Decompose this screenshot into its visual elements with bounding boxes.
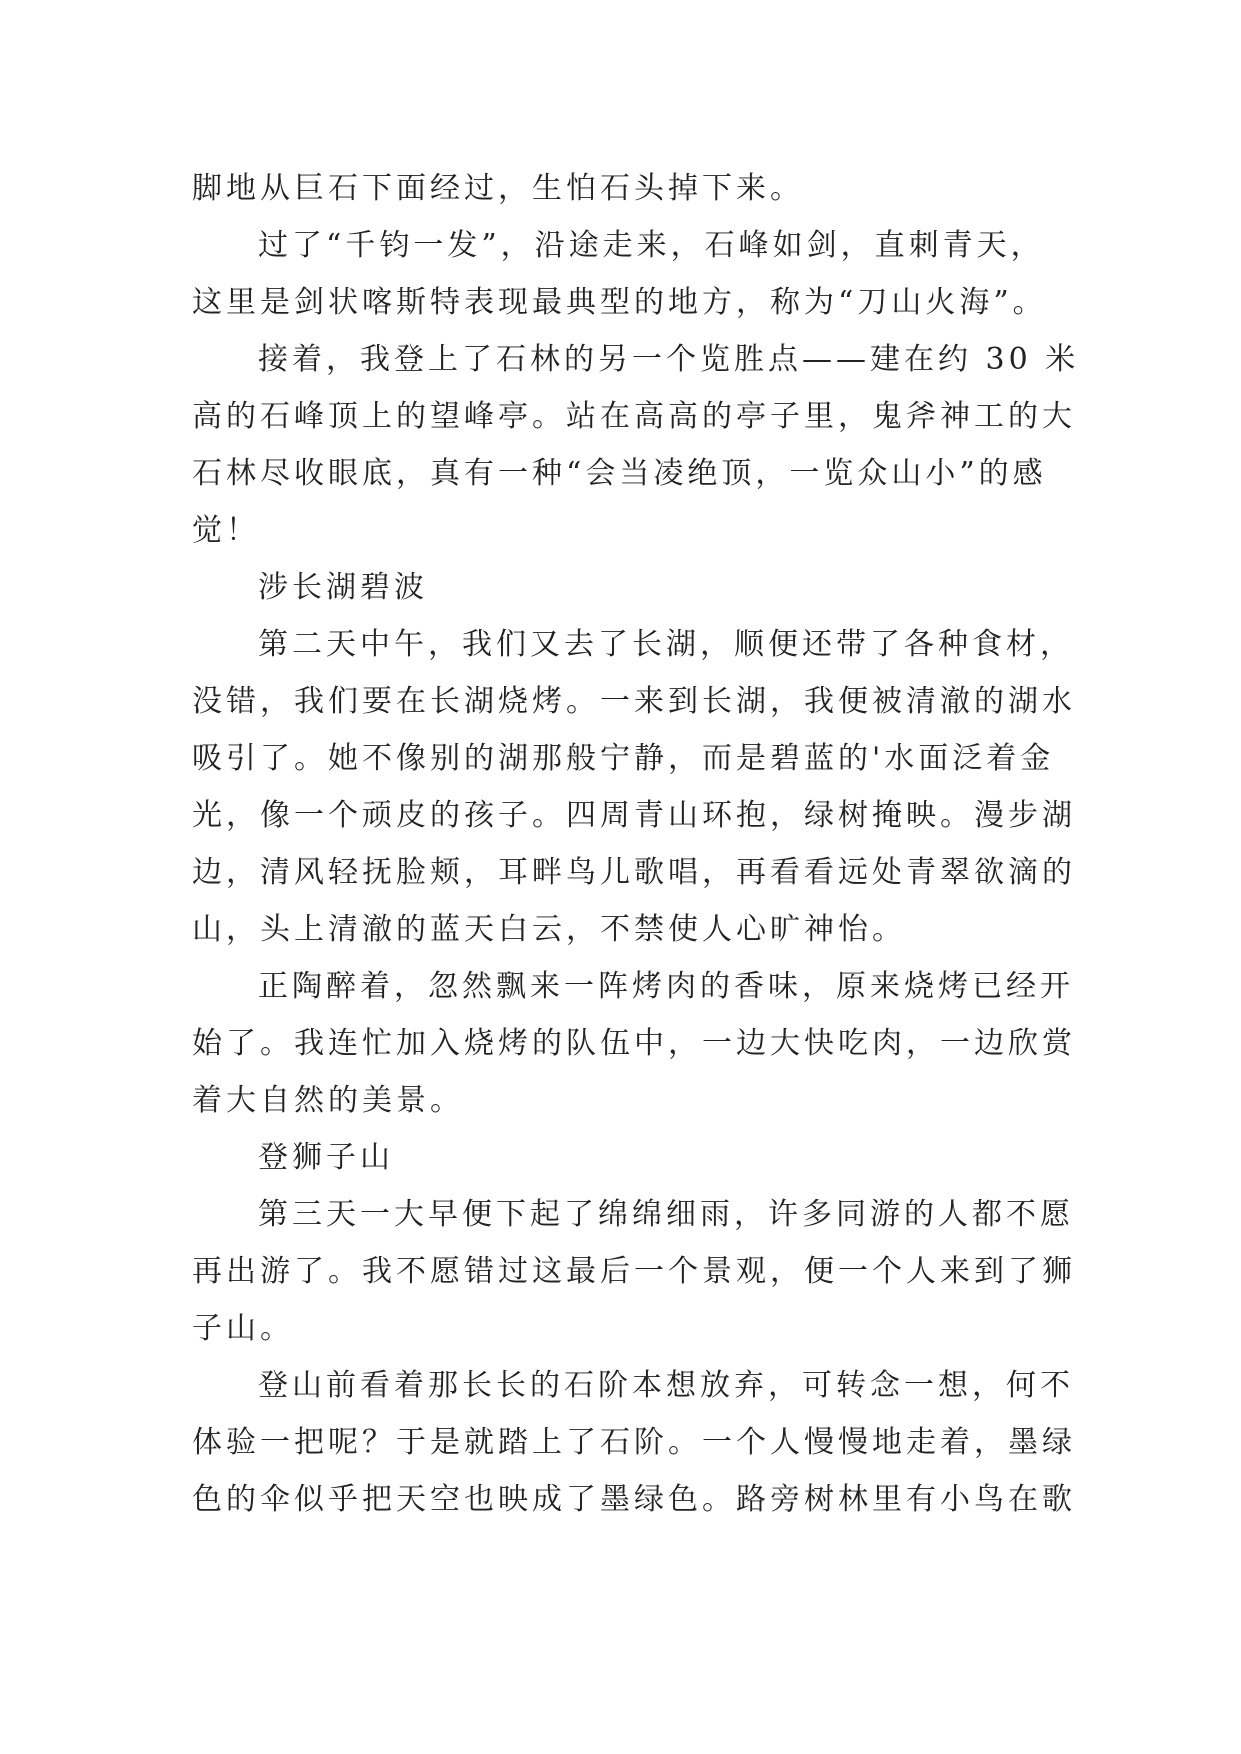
text-line: 石林尽收眼底，真有一种“会当凌绝顶，一览众山小”的感 bbox=[192, 456, 1047, 491]
text-line: 始了。我连忙加入烧烤的队伍中，一边大快吃肉，一边欣赏 bbox=[192, 1026, 1076, 1061]
text-line: 第三天一大早便下起了绵绵细雨，许多同游的人都不愿 bbox=[258, 1197, 1074, 1232]
text-line: 着大自然的美景。 bbox=[192, 1083, 464, 1118]
text-line: 体验一把呢？于是就踏上了石阶。一个人慢慢地走着，墨绿 bbox=[192, 1425, 1076, 1460]
text-line: 第二天中午，我们又去了长湖，顺便还带了各种食材， bbox=[258, 627, 1074, 662]
section-heading: 涉长湖碧波 bbox=[258, 570, 428, 605]
text-line: 接着，我登上了石林的另一个览胜点——建在约 30 米 bbox=[258, 342, 1080, 377]
text-line: 再出游了。我不愿错过这最后一个景观，便一个人来到了狮 bbox=[192, 1254, 1076, 1289]
text-line: 光，像一个顽皮的孩子。四周青山环抱，绿树掩映。漫步湖 bbox=[192, 798, 1076, 833]
text-line: 觉！ bbox=[192, 513, 260, 548]
text-line: 山，头上清澈的蓝天白云，不禁使人心旷神怡。 bbox=[192, 912, 906, 947]
text-line: 吸引了。她不像别的湖那般宁静，而是碧蓝的'水面泛着金 bbox=[192, 741, 1055, 776]
section-heading: 登狮子山 bbox=[258, 1140, 394, 1175]
text-line: 正陶醉着，忽然飘来一阵烤肉的香味，原来烧烤已经开 bbox=[258, 969, 1074, 1004]
text-line: 这里是剑状喀斯特表现最典型的地方，称为“刀山火海”。 bbox=[192, 285, 1047, 320]
text-line: 边，清风轻抚脸颊，耳畔鸟儿歌唱，再看看远处青翠欲滴的 bbox=[192, 855, 1076, 890]
document-body bbox=[192, 160, 1080, 1528]
text-line: 色的伞似乎把天空也映成了墨绿色。路旁树林里有小鸟在歌 bbox=[192, 1482, 1076, 1517]
text-line: 高的石峰顶上的望峰亭。站在高高的亭子里，鬼斧神工的大 bbox=[192, 399, 1076, 434]
text-line: 子山。 bbox=[192, 1311, 294, 1346]
text-line: 没错，我们要在长湖烧烤。一来到长湖，我便被清澈的湖水 bbox=[192, 684, 1076, 719]
text-line: 脚地从巨石下面经过，生怕石头掉下来。 bbox=[192, 171, 804, 206]
text-line: 登山前看着那长长的石阶本想放弃，可转念一想，何不 bbox=[258, 1368, 1074, 1403]
text-line: 过了“千钧一发”，沿途走来，石峰如剑，直刺青天， bbox=[258, 228, 1045, 263]
